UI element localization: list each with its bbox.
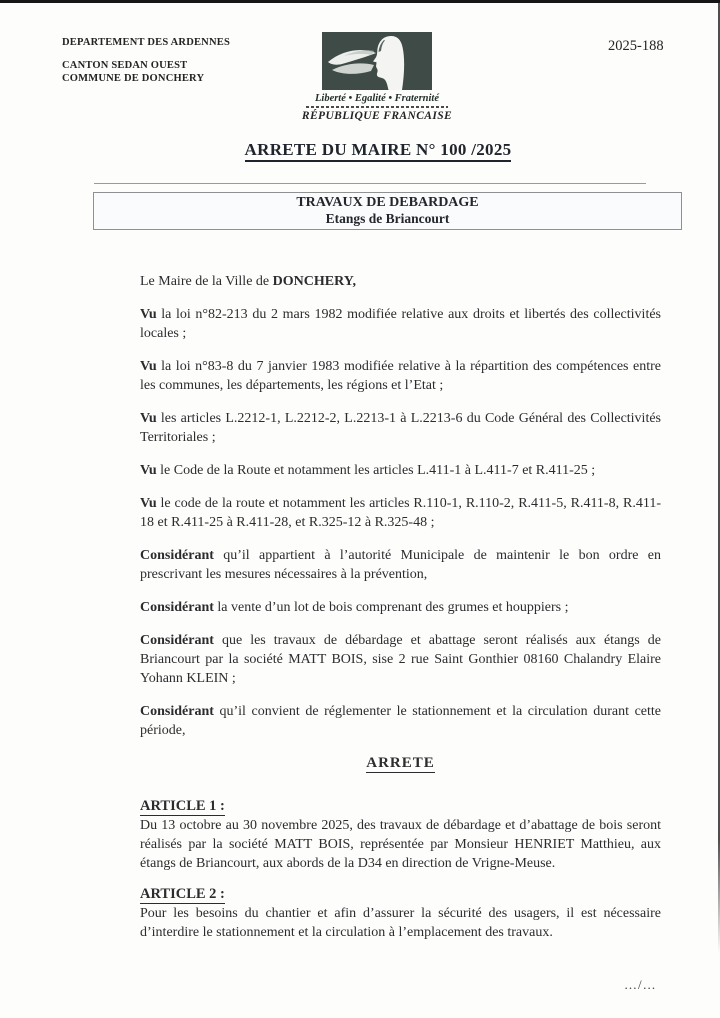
- article-2-block: [140, 885, 661, 942]
- recital-vu-3: [140, 409, 661, 447]
- recital-considerant-1: [140, 546, 661, 584]
- recital-text: le Code de la Route et notamment les articles L.411-1 à L.411-7 et R.411-25 ;: [156, 463, 596, 478]
- recital-text: le code de la route et notamment les articles R.110-1, R.110-2, R.411-5, R.411-8, R.411-18 et R.411-25 à R.411-28, et R.325-12 à R.325-48 ;: [140, 496, 661, 530]
- article-2-text: Pour les besoins du chantier et afin d’assurer la sécurité des usagers, il est nécessaire d’interdire le stationnement et la circulation à l’emplacement des travaux.: [140, 906, 661, 940]
- decision-heading-row: [140, 754, 661, 773]
- subject-box-top-rule: [94, 183, 646, 184]
- recital-lead: Vu: [140, 496, 157, 511]
- subject-subtitle: Etangs de Briancourt: [325, 211, 450, 226]
- subject-box: [93, 192, 682, 230]
- recital-lead: Vu: [140, 463, 157, 478]
- article-1-heading: [140, 797, 661, 816]
- recital-text: la loi n°82-213 du 2 mars 1982 modifiée relative aux droits et libertés des collectivités locales ;: [140, 307, 661, 341]
- recital-text: que les travaux de débardage et abattage seront réalisés aux étangs de Briancourt par la société MATT BOIS, sise 2 rue Saint Gonthier 08160 Chalandry Elaire Yohann KLEIN ;: [140, 633, 661, 686]
- page-title: ARRETE DU MAIRE N° 100 /2025: [245, 140, 512, 162]
- republic-logo-block: [297, 32, 457, 122]
- recital-lead: Vu: [140, 359, 157, 374]
- canton-line: CANTON SEDAN OUEST: [62, 60, 188, 71]
- recital-lead: Considérant: [140, 633, 214, 648]
- document-body: [140, 272, 661, 954]
- continuation-mark: …/…: [624, 977, 657, 992]
- article-heading-text: ARTICLE 1 :: [140, 798, 225, 814]
- recital-text: la loi n°83-8 du 7 janvier 1983 modifiée relative à la répartition des compétences entre les communes, les départements, les régions et l’Etat ;: [140, 359, 661, 393]
- recital-lead: Vu: [140, 307, 157, 322]
- recital-text: qu’il convient de réglementer le stationnement et la circulation durant cette période,: [140, 704, 661, 738]
- decision-heading: ARRETE: [366, 755, 435, 771]
- republic-line: RÉPUBLIQUE FRANCAISE: [301, 110, 453, 122]
- opening-line: [140, 272, 661, 291]
- recital-vu-1: [140, 305, 661, 343]
- recital-vu-4: [140, 461, 661, 480]
- recital-lead: Vu: [140, 411, 157, 426]
- article-2-heading: [140, 885, 661, 904]
- subject-title: TRAVAUX DE DEBARDAGE: [296, 195, 479, 210]
- recital-text: la vente d’un lot de bois comprenant des grumes et houppiers ;: [213, 600, 569, 615]
- opening-bold: DONCHERY,: [272, 274, 357, 289]
- recital-lead: Considérant: [140, 704, 214, 719]
- article-1-block: [140, 797, 661, 873]
- recital-text: qu’il appartient à l’autorité Municipale de maintenir le bon ordre en prescrivant les mesures nécessaires à la prévention,: [140, 548, 661, 582]
- issuing-authority-block: [62, 36, 230, 85]
- recital-considerant-3: [140, 631, 661, 688]
- opening-pre: Le Maire de la Ville de: [140, 274, 273, 289]
- recital-vu-2: [140, 357, 661, 395]
- recital-lead: Considérant: [140, 548, 214, 563]
- recital-considerant-2: [140, 598, 661, 617]
- article-heading-text: ARTICLE 2 :: [140, 886, 225, 902]
- recital-considerant-4: [140, 702, 661, 740]
- motto-line: Liberté • Egalité • Fraternité: [314, 93, 439, 104]
- recital-text: les articles L.2212-1, L.2212-2, L.2213-1 à L.2213-6 du Code Général des Collectivités Territoriales ;: [140, 411, 661, 445]
- document-title-row: [36, 140, 720, 160]
- document-reference: 2025-188: [608, 38, 664, 54]
- department-line: DEPARTEMENT DES ARDENNES: [62, 37, 230, 48]
- marianne-logo-icon: [322, 32, 432, 90]
- article-1-text: Du 13 octobre au 30 novembre 2025, des travaux de débardage et d’abattage de bois seront réalisés par la société MATT BOIS, représentée par Monsieur HENRIET Matthieu, aux étangs de Briancourt, aux abords de la D34 en direction de Vrigne-Meuse.: [140, 818, 661, 871]
- scan-artifact-top-edge: [0, 0, 720, 3]
- motto-divider: [306, 106, 448, 108]
- recital-vu-5: [140, 494, 661, 532]
- commune-line: COMMUNE DE DONCHERY: [62, 73, 205, 84]
- recital-lead: Considérant: [140, 600, 214, 615]
